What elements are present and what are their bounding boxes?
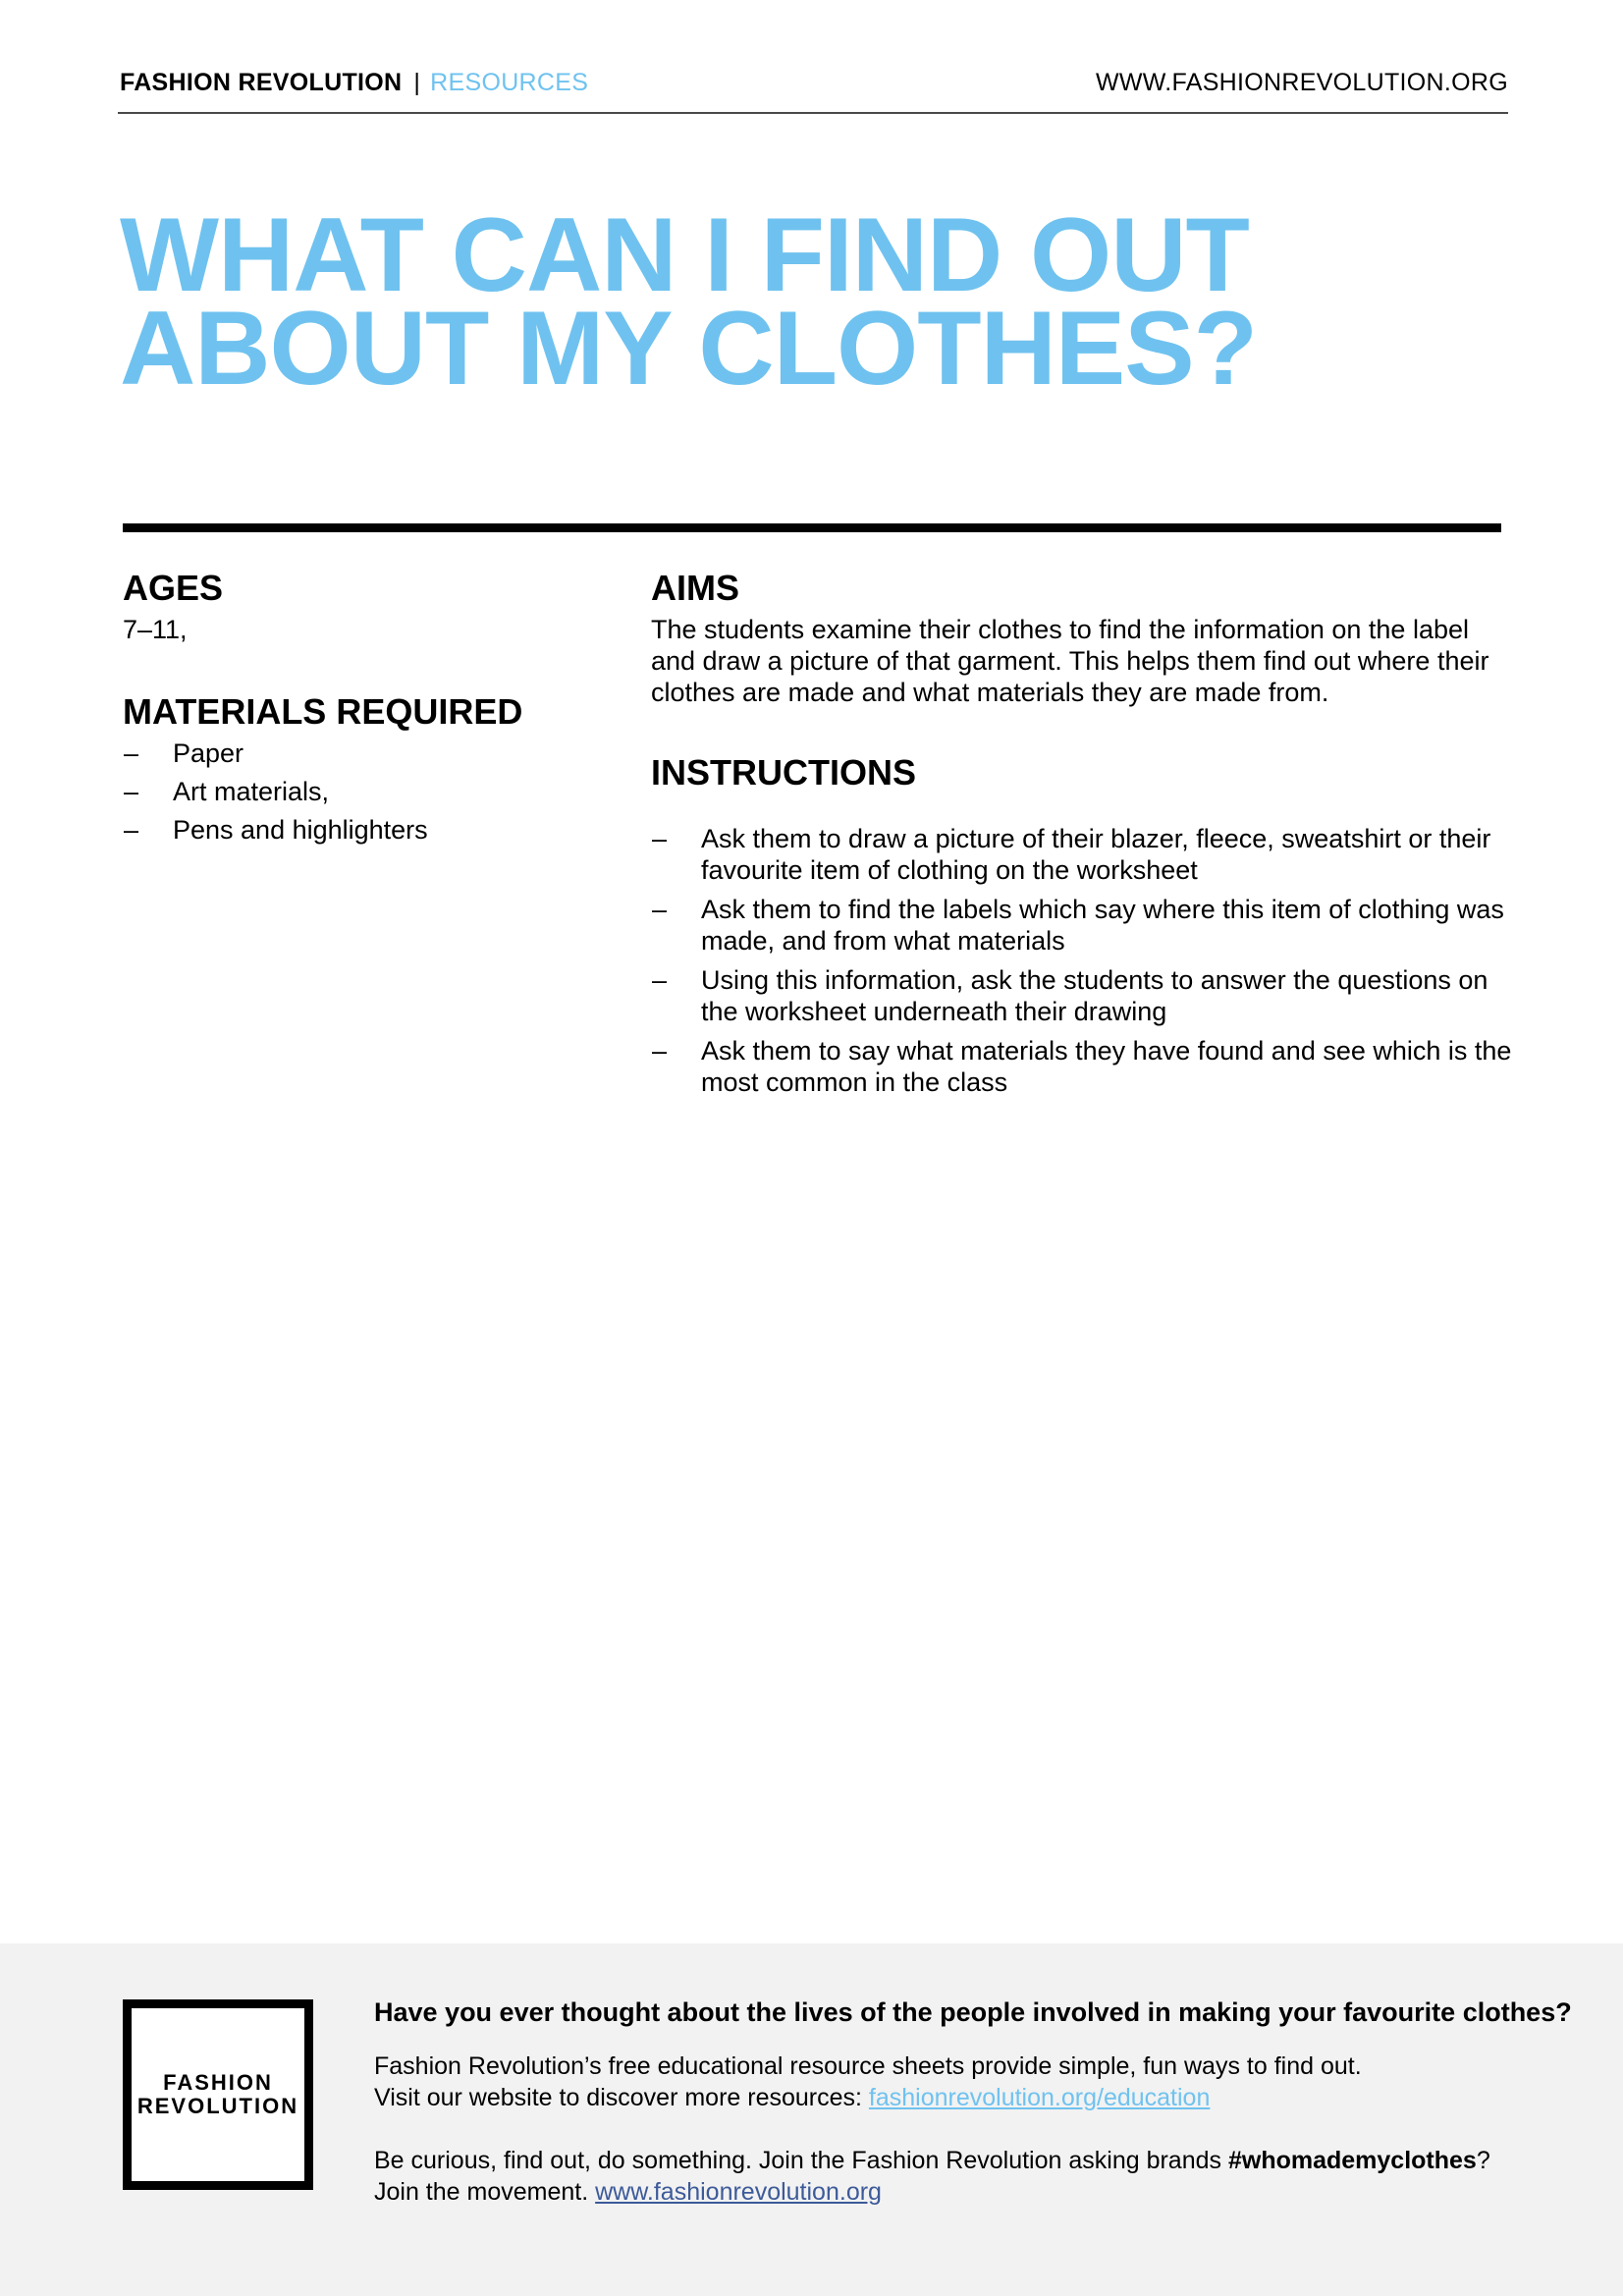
dash-bullet: – xyxy=(652,895,668,924)
list-item: – Pens and highlighters xyxy=(124,815,428,845)
list-item: – Ask them to find the labels which say where this item of clothing was made, and from what materials xyxy=(652,895,1504,956)
dash-bullet: – xyxy=(652,1036,668,1066)
footer-question: Have you ever thought about the lives of the people involved in making your favourite clothes? xyxy=(374,1997,1572,2027)
materials-list xyxy=(124,738,595,852)
logo-line-1: FASHION xyxy=(163,2070,273,2095)
brand xyxy=(120,69,588,97)
list-item: – Using this information, ask the students to answer the questions on the worksheet underneath their drawing xyxy=(652,965,1488,1026)
materials-heading: MATERIALS REQUIRED xyxy=(123,691,523,732)
page-header xyxy=(118,67,1508,114)
list-item: – Ask them to draw a picture of their blazer, fleece, sweatshirt or their favourite item of clothing on the worksheet xyxy=(652,824,1491,885)
header-site-url: WWW.FASHIONREVOLUTION.ORG xyxy=(1095,69,1508,96)
dash-bullet: – xyxy=(652,965,668,995)
list-item: – Ask them to say what materials they have found and see which is the most common in the class xyxy=(652,1036,1512,1097)
website-link[interactable]: www.fashionrevolution.org xyxy=(595,2178,882,2206)
list-item: – Art materials, xyxy=(124,777,330,806)
instructions-heading: INSTRUCTIONS xyxy=(651,752,916,793)
section-divider xyxy=(123,523,1501,532)
footer-paragraph-2: Be curious, find out, do something. Join the Fashion Revolution asking brands #whomademyclothes? Join the movement. www.fashionrevolution.org xyxy=(374,2147,1490,2206)
brand-name: FASHION REVOLUTION xyxy=(120,69,403,96)
title-line-1: WHAT CAN I FIND OUT xyxy=(120,195,1249,313)
page-title xyxy=(120,195,1298,407)
aims-heading: AIMS xyxy=(651,568,739,608)
ages-heading: AGES xyxy=(123,568,224,608)
fashion-revolution-logo xyxy=(123,1999,313,2190)
instructions-list xyxy=(652,823,1516,1106)
dash-bullet: – xyxy=(652,824,668,853)
hashtag: #whomademyclothes xyxy=(1227,2147,1477,2174)
dash-bullet: – xyxy=(124,777,139,806)
dash-bullet: – xyxy=(124,738,139,768)
logo-line-2: REVOLUTION xyxy=(136,2094,299,2118)
footer-paragraph-1: Fashion Revolution’s free educational resource sheets provide simple, fun ways to find out. Visit our website to discover more resources: fashionrevolution.org/education xyxy=(374,2052,1362,2111)
list-item: – Paper xyxy=(124,738,244,768)
brand-separator: | xyxy=(413,69,421,96)
dash-bullet: – xyxy=(124,815,139,845)
ages-value: 7–11, xyxy=(123,615,188,644)
education-link[interactable]: fashionrevolution.org/education xyxy=(868,2084,1211,2111)
title-line-2: ABOUT MY CLOTHES? xyxy=(120,289,1258,407)
section-label: RESOURCES xyxy=(430,69,589,96)
aims-text: The students examine their clothes to find the information on the label and draw a picture of that garment. This helps them find out where their clothes are made and what materials they are made from. xyxy=(651,615,1489,707)
